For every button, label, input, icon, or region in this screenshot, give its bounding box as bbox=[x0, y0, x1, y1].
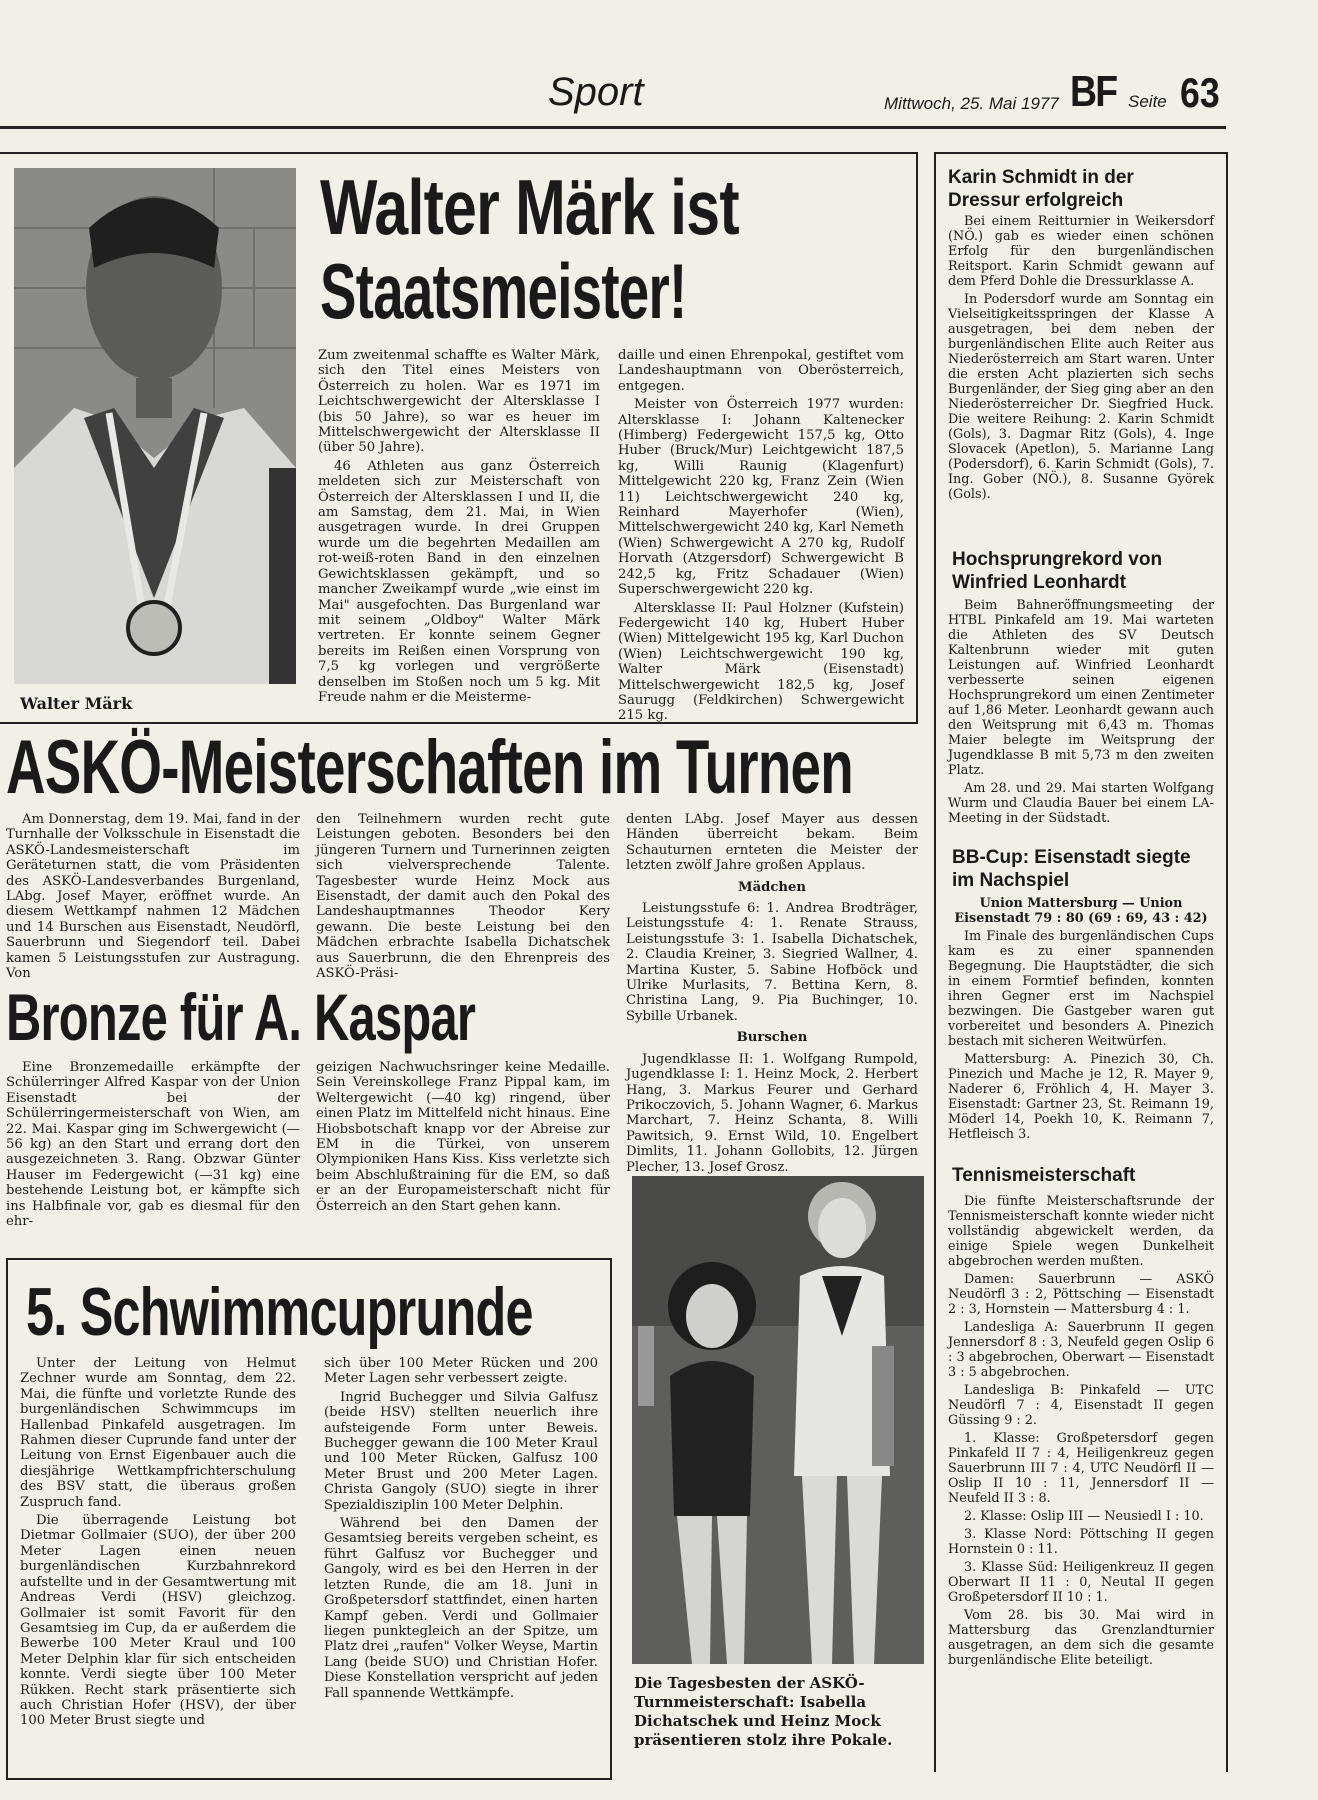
askoe-column-3 bbox=[626, 812, 918, 1178]
paragraph: Am Donnerstag, dem 19. Mai, fand in der Turnhalle der Volksschule in Eisenstadt die ASKÖ-Landesmeisterschaft im Geräteturnen statt, die vom Präsidenten des ASKÖ-Landesverbandes Burgenland, LAbg. Josef Mayer, eröffnet wurde. An diesem Wettkampf nahmen 12 Mädchen und 14 Burschen aus Eisenstadt, Neudörfl, Sauerbrunn und Siegendorf teil. Dabei kamen 5 Leistungsstufen zur Austragung. Von bbox=[6, 812, 300, 982]
paragraph: Unter der Leitung von Helmut Zechner wurde am Sonntag, dem 22. Mai, die fünfte und vorletzte Runde des burgenländischen Schwimmcups im Hallenbad Pinkafeld ausgetragen. Im Rahmen dieser Cuprunde fand unter der Leitung von Ernst Eigenbauer auch die diesjährige Wettkampfrichterschulung des BSV statt, die überaus großen Zuspruch fand. bbox=[20, 1356, 296, 1510]
hochsprung-article bbox=[948, 598, 1214, 829]
karin-article bbox=[948, 214, 1214, 505]
schwimm-headline: 5. Schwimmcuprunde bbox=[26, 1274, 533, 1350]
page-label: Seite bbox=[1128, 92, 1167, 111]
sidebar-rule-right bbox=[1226, 152, 1228, 1772]
paragraph: Zum zweitenmal schaffte es Walter Märk, sich den Titel eines Meisters von Österreich zu holen. War es 1971 im Leichtschwergewicht der Altersklasse I (bis 50 Jahre), so war es heuer im Mittelschwergewicht der Altersklasse II (über 50 Jahre). bbox=[318, 348, 600, 456]
hochsprung-headline: Hochsprungrekord von Winfried Leonhardt bbox=[952, 549, 1163, 593]
paragraph: Leistungsstufe 6: 1. Andrea Brodträger, Leistungsstufe 4: 1. Renate Strauss, Leistungsstufe 3: 1. Isabella Dichatschek, 2. Claudia Kreiner, 3. Siegried Wallner, 4. Martina Kuster, 5. Sabine Hofböck und Ulrike Murlasits, 7. Bettina Kern, 8. Christina Lang, 9. Pia Buchinger, 10. Sybille Urbanek. bbox=[626, 901, 918, 1024]
newspaper-logo: BF bbox=[1070, 67, 1117, 116]
maerk-column-1 bbox=[318, 348, 600, 708]
kaspar-headline: Bronze für A. Kaspar bbox=[6, 980, 476, 1054]
paragraph: 2. Klasse: Oslip III — Neusiedl I : 10. bbox=[964, 1509, 1204, 1524]
askoe-headline: ASKÖ-Meisterschaften im Turnen bbox=[6, 725, 853, 810]
paragraph: Landesliga A: Sauerbrunn II gegen Jennersdorf 8 : 3, Neufeld gegen Oslip 6 : 3 abgebrochen, Oberwart — Eisenstadt 3 : 5 abgebrochen. bbox=[948, 1320, 1214, 1380]
sidebar-rule-top bbox=[934, 152, 1228, 154]
photo-caption-maerk: Walter Märk bbox=[20, 694, 133, 713]
maerk-frame-right bbox=[916, 152, 918, 724]
maerk-headline-2: Staatsmeister! bbox=[320, 247, 687, 335]
gymnasts-image bbox=[632, 1176, 924, 1664]
askoe-column-1 bbox=[6, 812, 300, 984]
paragraph: sich über 100 Meter Rücken und 200 Meter Lagen sehr verbessert zeigte. bbox=[324, 1356, 598, 1387]
paragraph: Jugendklasse II: 1. Wolfgang Rumpold, Jugendklasse I: 1. Heinz Mock, 2. Herbert Hang, 3. Markus Feurer und Gerhard Prikoczovich, 5. Johann Wagner, 6. Markus Marchart, 7. Heinz Schanta, 8. Willi Pawitsich, 9. Ernst Wild, 10. Engelbert Dimlits, 11. Johann Gollobits, 12. Jürgen Plecher, 13. Josef Grosz. bbox=[626, 1051, 918, 1175]
paragraph: Vom 28. bis 30. Mai wird in Mattersburg das Grenzlandturnier ausgetragen, an dem sich die gesamte burgenländische Elite beteiligt. bbox=[948, 1608, 1214, 1668]
paragraph: 46 Athleten aus ganz Österreich meldeten sich zur Meisterschaft von Österreich der Altersklassen I und II, die am Samstag, dem 21. Mai, in Wien ausgetragen wurde. In drei Gruppen wurde um die begehrten Medaillen am rot-weiß-roten Band in den einzelnen Gewichtsklassen gekämpft, und so mancher Zweikampf wurde „wie einst im Mai" ausgefochten. Das Burgenland war mit seinem „Oldboy" Walter Märk vertreten. Er konnte seinem Gegner bereits im Reißen einen Vorsprung von 7,5 kg vorlegen und vergrößerte denselben im Stoßen noch um 5 kg. Mit Freude nahm er die Meisterme- bbox=[318, 458, 600, 705]
paragraph: den Teilnehmern wurden recht gute Leistungen geboten. Besonders bei den jüngeren Turnern und Turnerinnen zeigten sich vielversprechende Talente. Tagesbester wurde Heinz Mock aus Eisenstadt, der damit auch den Pokal des Landeshauptmannes Theodor Kery gewann. Die beste Leistung bei den Mädchen erbrachte Isabella Dichatschek aus Sauerbrunn, die den Ehrenpreis des ASKÖ-Präsi- bbox=[316, 812, 610, 982]
paragraph: daille und einen Ehrenpokal, gestiftet vom Landeshauptmann von Oberösterreich, entgegen. bbox=[618, 348, 904, 394]
paragraph: geizigen Nachwuchsringer keine Medaille. Sein Vereinskollege Franz Pippal kam, im Weltergewicht (—40 kg) ringend, über einen Platz im Mittelfeld nicht hinaus. Eine Hiobsbotschaft knapp vor der Abreise zur EM in die Türkei, von unserem Olympioniken Hans Kiss. Kiss verletzte sich beim Abschlußtraining für die EM, so daß er an der Europameisterschaft nicht für Österreich an den Start gehen kann. bbox=[316, 1060, 610, 1214]
tennis-headline: Tennismeisterschaft bbox=[952, 1165, 1136, 1186]
paragraph: Meister von Österreich 1977 wurden: Altersklasse I: Johann Kaltenecker (Himberg) Federgewicht 157,5 kg, Otto Huber (Bruck/Mur) Leichtgewicht 187,5 kg, Willi Raunig (Klagenfurt) Mittelgewicht 220 kg, Franz Zein (Wien 11) Leichtschwergewicht 240 kg, Reinhard Mayerhofer (Wien), Mittelschwergewicht 240 kg, Karl Nemeth (Wien) Schwergewicht A 270 kg, Rudolf Horvath (Atzgersdorf) Schwergewicht B 242,5 kg, Fritz Schadauer (Wien) Superschwergewicht 220 kg. bbox=[618, 397, 904, 598]
paragraph: denten LAbg. Josef Mayer aus dessen Händen überreicht bekam. Beim Schauturnen ernteten die Meister der letzten zwölf Jahre großen Applaus. bbox=[626, 812, 918, 874]
askoe-column-2 bbox=[316, 812, 610, 984]
bbcup-article bbox=[948, 896, 1214, 1145]
paragraph: 3. Klasse Süd: Heiligenkreuz II gegen Oberwart II 11 : 0, Neutal II gegen Großpetersdorf II 10 : 1. bbox=[948, 1560, 1214, 1605]
paragraph: Beim Bahneröffnungsmeeting der HTBL Pinkafeld am 19. Mai warteten die Athleten des SV Deutsch Kaltenbrunn wieder mit guten Leistungen auf. Winfried Leonhardt verbesserte seinen eigenen Hochsprungrekord um einen Zentimeter auf 1,86 Meter. Leonhardt gewann auch den Weitsprung mit 6,43 m. Thomas Maier belegte im Weitsprung der Jugendklasse B mit 5,73 m den zweiten Platz. bbox=[948, 598, 1214, 778]
maerk-headline-1: Walter Märk ist bbox=[320, 163, 739, 251]
sidebar-rule-left bbox=[934, 152, 936, 1772]
paragraph: Altersklasse II: Paul Holzner (Kufstein) Federgewicht 140 kg, Hubert Huber (Wien) Mittelgewicht 195 kg, Karl Duchon (Wien) Leichtschwergewicht 190 kg, Walter Märk (Eisenstadt) Mittelschwergewicht 182,5 kg, Josef Saurugg (Feldkirchen) Schwergewicht 215 kg. bbox=[618, 600, 904, 724]
bbcup-score: Union Mattersburg — Union Eisenstadt 79 : 80 (69 : 69, 43 : 42) bbox=[954, 896, 1208, 926]
schwimm-column-2 bbox=[324, 1356, 598, 1704]
kaspar-column-1 bbox=[6, 1060, 300, 1232]
schwimm-column-1 bbox=[20, 1356, 296, 1732]
paragraph: Die fünfte Meisterschaftsrunde der Tennismeisterschaft konnte wieder nicht vollständig abgewickelt werden, da einige Spiele wegen Dunkelheit abgebrochen werden mußten. bbox=[948, 1194, 1214, 1269]
paragraph: Damen: Sauerbrunn — ASKÖ Neudörfl 3 : 2, Pöttsching — Eisenstadt 2 : 3, Hornstein — Mattersburg 4 : 1. bbox=[948, 1272, 1214, 1317]
gymnasts-photo bbox=[632, 1176, 924, 1664]
section-title: Sport bbox=[548, 70, 644, 114]
paragraph: Im Finale des burgenländischen Cups kam es zu einer spannenden Begegnung. Die Hauptstädter, die sich in einem Formtief befinden, konnten ihren Gegner erst im Nachspiel bezwingen. Die Gastgeber waren gut vorbereitet und besonders A. Pinezich bestach mit sicheren Weitwürfen. bbox=[948, 929, 1214, 1049]
schwimm-frame-right bbox=[610, 1258, 612, 1780]
paragraph: Die überragende Leistung bot Dietmar Gollmaier (SUO), der über 200 Meter Lagen einen neuen burgenländischen Kurzbahnrekord aufstellte und in der Gesamtwertung mit Andreas Verdi (HSV) gleichzog. Gollmaier ist somit Favorit für den Gesamtsieg im Cup, da er außerdem die Bewerbe 100 Meter Kraul und 100 Meter Delphin klar für sich entscheiden konnte. Verdi siegte über 100 Meter Rükken. Recht stark präsentierte sich auch Christian Hofer (HSV), der über 100 Meter Brust siegte und bbox=[20, 1513, 296, 1729]
paragraph: Während bei den Damen der Gesamtsieg bereits vergeben scheint, es führt Galfusz vor Buchegger und Gangoly, wird es bei den Herren in der letzten Runde, die am 18. Juni in Großpetersdorf stattfindet, einen harten Kampf geben. Verdi und Gollmaier liegen punktegleich an der Spitze, um Platz drei „raufen" Volker Weyse, Martin Lang (beide SUO) und Christian Hofer. Diese Konstellation verspricht auf jeden Fall spannende Wettkämpfe. bbox=[324, 1516, 598, 1701]
page-number: 63 bbox=[1180, 69, 1220, 116]
paragraph: 3. Klasse Nord: Pöttsching II gegen Hornstein 0 : 11. bbox=[948, 1527, 1214, 1557]
subhead-burschen: Burschen bbox=[736, 1030, 808, 1046]
karin-headline: Karin Schmidt in der Dressur erfolgreich bbox=[948, 167, 1134, 211]
header-rule bbox=[0, 126, 1226, 129]
walter-maerk-photo bbox=[14, 168, 296, 684]
tennis-article bbox=[948, 1194, 1214, 1671]
photo-caption-gymnasts: Die Tagesbesten der ASKÖ-Turnmeisterschaft: Isabella Dichatschek und Heinz Mock präsentieren stolz ihre Pokale. bbox=[634, 1674, 893, 1749]
paragraph: Am 28. und 29. Mai starten Wolfgang Wurm und Claudia Bauer bei einem LA-Meeting in der Südstadt. bbox=[948, 781, 1214, 826]
maerk-column-2 bbox=[618, 348, 904, 727]
paragraph: Bei einem Reitturnier in Weikersdorf (NÖ.) gab es wieder einen schönen Erfolg für den burgenländischen Reitsport. Karin Schmidt gewann auf dem Pferd Dohle die Dressurklasse A. bbox=[948, 214, 1214, 289]
issue-date: Mittwoch, 25. Mai 1977 bbox=[884, 94, 1059, 113]
paragraph: Landesliga B: Pinkafeld — UTC Neudörfl 7 : 4, Eisenstadt II gegen Güssing 9 : 2. bbox=[948, 1383, 1214, 1428]
schwimm-frame-left bbox=[6, 1258, 8, 1780]
subhead-maedchen: Mädchen bbox=[738, 879, 806, 895]
paragraph: 1. Klasse: Großpetersdorf gegen Pinkafeld II 7 : 4, Heiligenkreuz gegen Sauerbrunn III 7 : 4, UTC Neudörfl II — Oslip II 10 : 11, Jennersdorf II — Neufeld II 3 : 8. bbox=[948, 1431, 1214, 1506]
schwimm-frame-top bbox=[6, 1258, 612, 1260]
portrait-image bbox=[14, 168, 296, 684]
paragraph: Eine Bronzemedaille erkämpfte der Schülerringer Alfred Kaspar von der Union Eisenstadt bei der Schülerringermeisterschaft von Wien, am 22. Mai. Kaspar ging im Schwergewicht (—56 kg) an den Start und errang dort den ausgezeichneten 3. Rang. Obzwar Günter Hauser im Federgewicht (—31 kg) eine bestehende Leistung bot, er kämpfte sich ins Halbfinale vor, gab es diesmal für den ehr- bbox=[6, 1060, 300, 1230]
paragraph: Ingrid Buchegger und Silvia Galfusz (beide HSV) stellten neuerlich ihre aufsteigende Form unter Beweis. Buchegger gewann die 100 Meter Kraul und 100 Meter Rücken, Galfusz 100 Meter Brust und 200 Meter Lagen. Christa Gangoly (SUO) siegte in ihrer Spezialdisziplin 100 Meter Delphin. bbox=[324, 1389, 598, 1513]
maerk-frame-top bbox=[0, 152, 918, 154]
bbcup-headline: BB-Cup: Eisenstadt siegte im Nachspiel bbox=[952, 847, 1191, 891]
paragraph: Mattersburg: A. Pinezich 30, Ch. Pinezich und Mache je 12, R. Mayer 9, Naderer 6, Fröhlich 4, H. Mayer 3. Eisenstadt: Gartner 23, St. Reimann 19, Möderl 14, Poekh 10, K. Reimann 7, Hetfleisch 3. bbox=[948, 1052, 1214, 1142]
paragraph: In Podersdorf wurde am Sonntag ein Vielseitigkeitsspringen der Klasse A ausgetragen, bei dem neben der burgenländischen Elite auch Reiter aus Niederösterreich am Start waren. Unter die ersten Acht plazierten sich sechs Burgenländer, der Sieg ging aber an den Niederösterreicher Dr. Siegfried Huck. Die weitere Reihung: 2. Karin Schmidt (Gols), 3. Dagmar Ritz (Gols), 4. Inge Slovacek (Apetlon), 5. Marianne Lang (Podersdorf), 6. Karin Schmidt (Gols), 7. Ing. Gober (NÖ.), 8. Susanne Györek (Gols). bbox=[948, 292, 1214, 502]
schwimm-frame-bottom bbox=[6, 1778, 612, 1780]
kaspar-column-2 bbox=[316, 1060, 610, 1217]
